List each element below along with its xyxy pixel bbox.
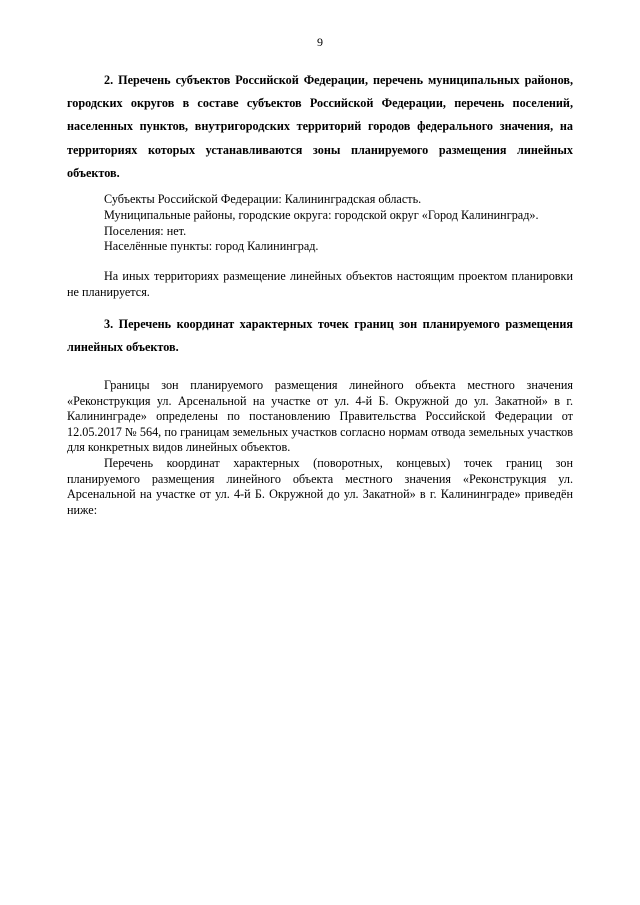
municipal-districts-line: Муниципальные районы, городские округа: городской округ «Город Калининград». [104, 207, 539, 222]
coordinates-list-intro-paragraph: Перечень координат характерных (поворотных, концевых) точек границ зон планируемого размещения линейного объекта местного значения «Реконструкция ул. Арсенальной на участке от ул. 4-й Б. Окружной до ул. Закатной» в г. Калининграде» приведён ниже: [67, 456, 573, 517]
localities-line: Населённые пункты: город Калининград. [104, 239, 319, 254]
zone-borders-paragraph: Границы зон планируемого размещения линейного объекта местного значения «Реконструкция ул. Арсенальной на участке от ул. 4-й Б. Окружной до ул. Закатной» в г. Калининграде» определены по постановлению Правительства Российской Федерации от 12.05.2017 № 564, по границам земельных участков согласно нормам отвода земельных участков для конкретных видов линейных объектов. [67, 378, 573, 455]
territories-list [104, 192, 574, 255]
page-number: 9 [317, 35, 323, 49]
other-territories-paragraph: На иных территориях размещение линейных объектов настоящим проектом планировки не планируется. [67, 269, 573, 299]
section-2-heading: 2. Перечень субъектов Российской Федерации, перечень муниципальных районов, городских округов в составе субъектов Российской Федерации, перечень поселений, населенных пунктов, внутригородских территорий городов федерального значения, на территориях которых устанавливаются зоны планируемого размещения линейных объектов. [67, 73, 573, 180]
federal-subjects-line: Субъекты Российской Федерации: Калининградская область. [104, 192, 422, 206]
section-3-heading: 3. Перечень координат характерных точек границ зон планируемого размещения линейных объектов. [67, 317, 573, 354]
settlements-line: Поселения: нет. [104, 223, 187, 238]
